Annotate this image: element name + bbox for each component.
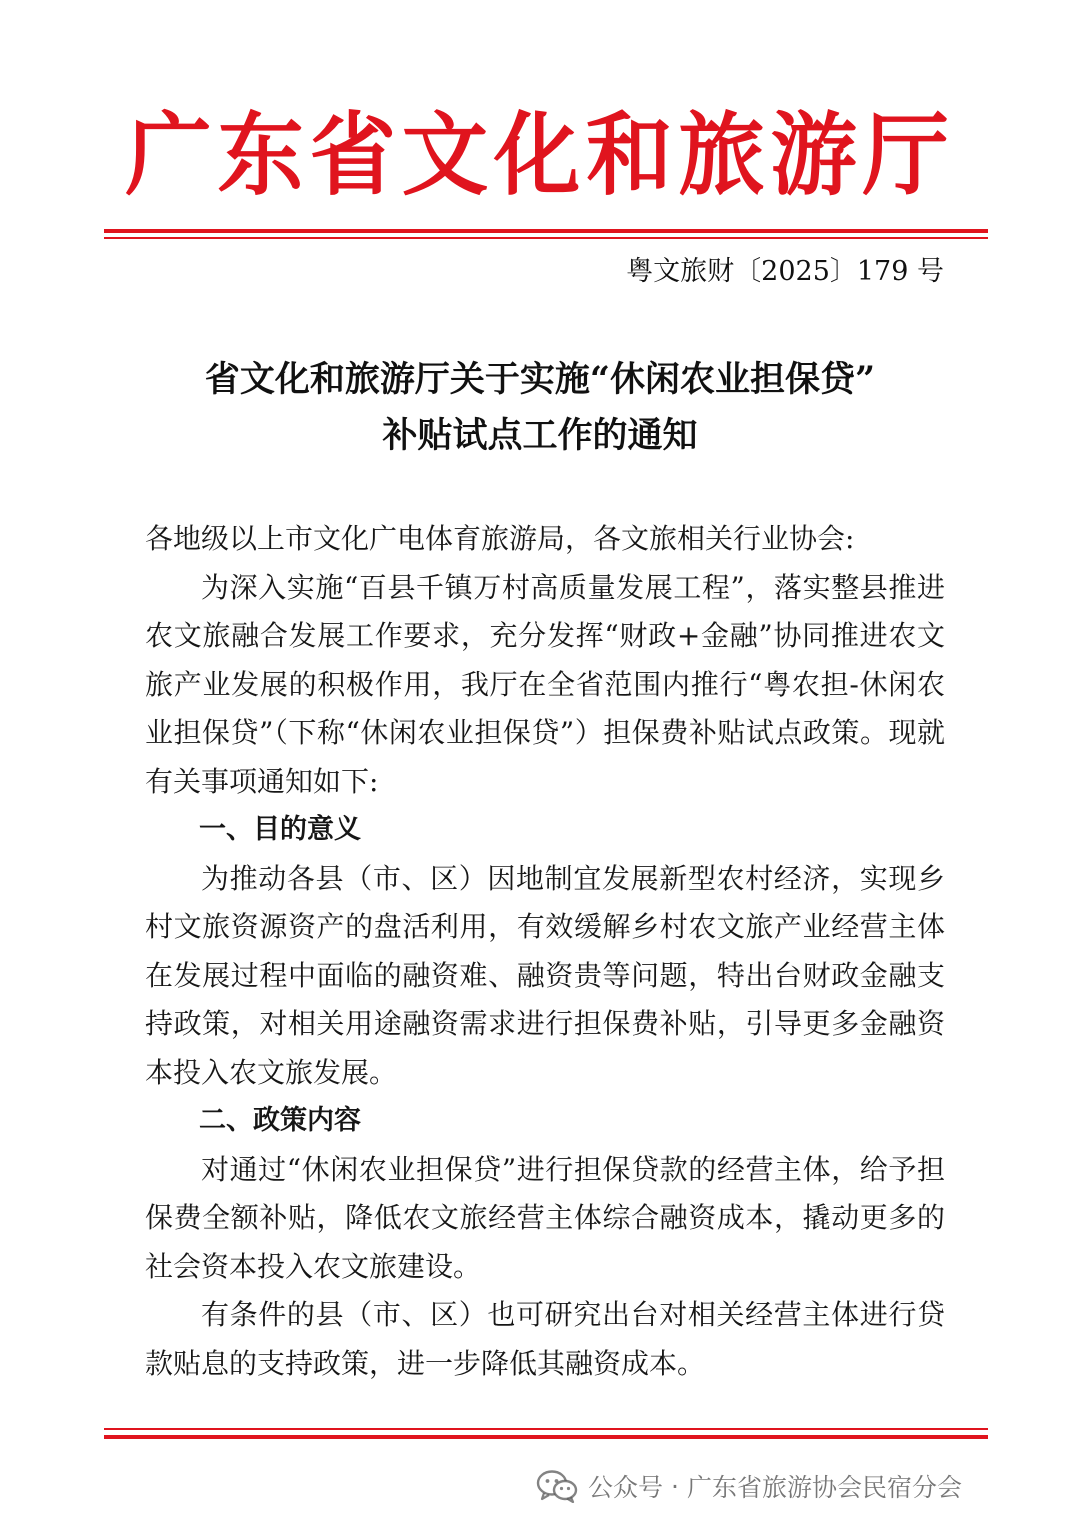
masthead-rule-thick [104,229,988,233]
document-title-line-1: 省文化和旅游厅关于实施“休闲农业担保贷” [204,359,876,400]
document-title [0,352,1080,464]
section-2-paragraph-2: 有条件的县（市、区）也可研究出台对相关经营主体进行贷款贴息的支持政策，进一步降低其融资成本。 [145,1298,945,1380]
section-1-heading: 一、目的意义 [199,814,361,845]
section-1-paragraph: 为推动各县（市、区）因地制宜发展新型农村经济，实现乡村文旅资源资产的盘活利用，有效缓解乡村农文旅产业经营主体在发展过程中面临的融资难、融资贵等问题，特出台财政金融支持政策，对相关用途融资需求进行担保费补贴，引导更多金融资本投入农文旅发展。 [145,861,945,1089]
document-number: 粤文旅财〔2025〕179 号 [626,256,944,287]
watermark-prefix: 公众号 [588,1473,664,1502]
watermark-account: 广东省旅游协会民宿分会 [686,1473,962,1502]
wechat-watermark [536,1466,962,1506]
masthead-rule-thin [104,237,988,239]
section-2-paragraph-1: 对通过“休闲农业担保贷”进行担保贷款的经营主体，给予担保费全额补贴，降低农文旅经营主体综合融资成本，撬动更多的社会资本投入农文旅建设。 [145,1152,945,1283]
footer-rule-thick [104,1435,988,1439]
section-2-heading: 二、政策内容 [199,1105,361,1136]
document-title-line-2: 补贴试点工作的通知 [382,415,698,456]
footer-rule-thin [104,1428,988,1430]
wechat-icon [536,1469,578,1503]
masthead-title: 广东省文化和旅游厅 [125,102,955,208]
document-body [145,515,945,1388]
addressee: 各地级以上市文化广电体育旅游局，各文旅相关行业协会: [145,522,855,555]
intro-paragraph: 为深入实施“百县千镇万村高质量发展工程”，落实整县推进农文旅融合发展工作要求，充分发挥“财政+金融”协同推进农文旅产业发展的积极作用，我厅在全省范围内推行“粤农担-休闲农业担保贷”（下称“休闲农业担保贷”）担保费补贴试点政策。现就有关事项通知如下: [145,570,945,798]
watermark-separator: · [671,1471,679,1501]
